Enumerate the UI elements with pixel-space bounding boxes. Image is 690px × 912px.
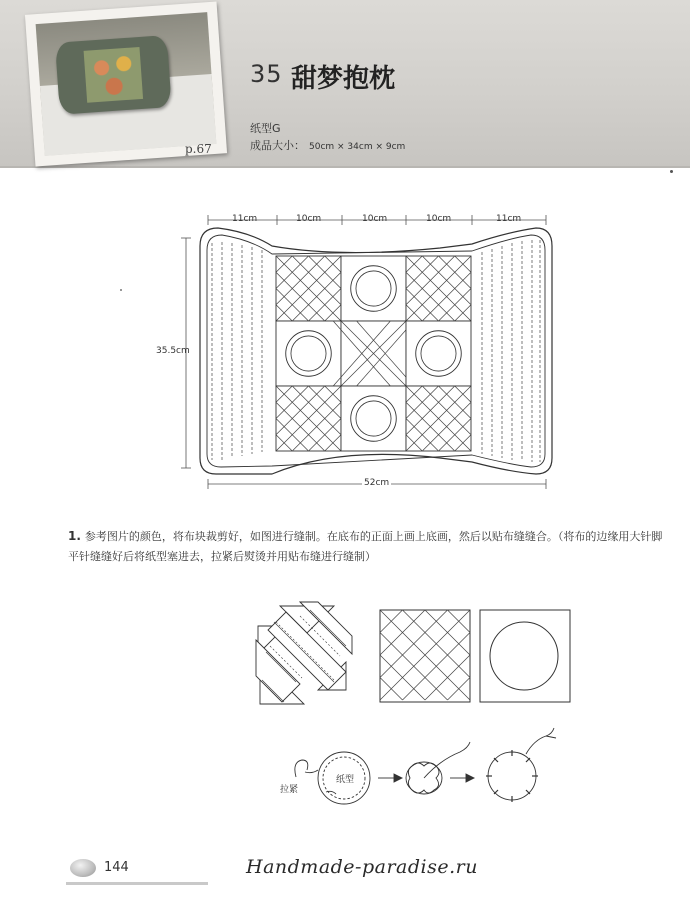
- size-value: 50cm × 34cm × 9cm: [309, 142, 406, 152]
- dim-top-4: 10cm: [426, 214, 452, 224]
- page-button-icon: [70, 859, 96, 877]
- size-label-text: 成品大小：: [250, 139, 305, 152]
- block-grid: [276, 256, 471, 451]
- left-side-panel: [212, 242, 262, 460]
- right-side-panel: [482, 240, 540, 462]
- block-lattice: [276, 386, 341, 451]
- block-cross: [333, 321, 414, 386]
- dim-top-2: 10cm: [296, 214, 322, 224]
- cut-pieces-illustration: [256, 602, 352, 704]
- dim-top-3: 10cm: [362, 214, 388, 224]
- circle-block-illustration: [480, 610, 570, 702]
- lattice-block-illustration: [380, 610, 470, 702]
- dim-bottom: 52cm: [364, 478, 390, 488]
- circle-outer: [416, 331, 462, 377]
- pattern-label: 纸型G: [250, 122, 281, 135]
- page-number: 144: [104, 860, 129, 875]
- block-lattice: [406, 386, 471, 451]
- dim-top-5: 11cm: [496, 214, 522, 224]
- page-title: 甜梦抱枕: [291, 64, 396, 94]
- project-number: 35: [250, 60, 283, 88]
- pull-label: 拉紧: [280, 785, 299, 795]
- step-text: 参考图片的颜色，将布块裁剪好，如图进行缝制。在底布的正面上画上底画，然后以贴布缝缝合。（将布的边缘用大针脚平针缝缝好后将纸型塞进去，拉紧后熨烫并用贴布缝进行缝制）: [68, 530, 663, 563]
- circle-outer: [286, 331, 332, 377]
- gathering-steps-illustration: [295, 728, 556, 804]
- dim-left: 35.5cm: [156, 346, 190, 356]
- step-number: 1.: [68, 529, 81, 543]
- circle-outer: [351, 396, 397, 442]
- footer-rule: [66, 882, 208, 885]
- block-circle: [406, 321, 471, 386]
- block-lattice: [276, 256, 341, 321]
- watermark: Handmade-paradise.ru: [246, 856, 478, 878]
- dim-top-1: 11cm: [232, 214, 258, 224]
- photo-caption: p.67: [185, 142, 212, 156]
- block-circle: [341, 386, 406, 451]
- block-circle: [276, 321, 341, 386]
- template-label: 纸型: [336, 775, 355, 785]
- block-circle: [341, 256, 406, 321]
- step-instruction: [68, 526, 668, 567]
- circle-outer: [351, 266, 397, 312]
- block-lattice: [406, 256, 471, 321]
